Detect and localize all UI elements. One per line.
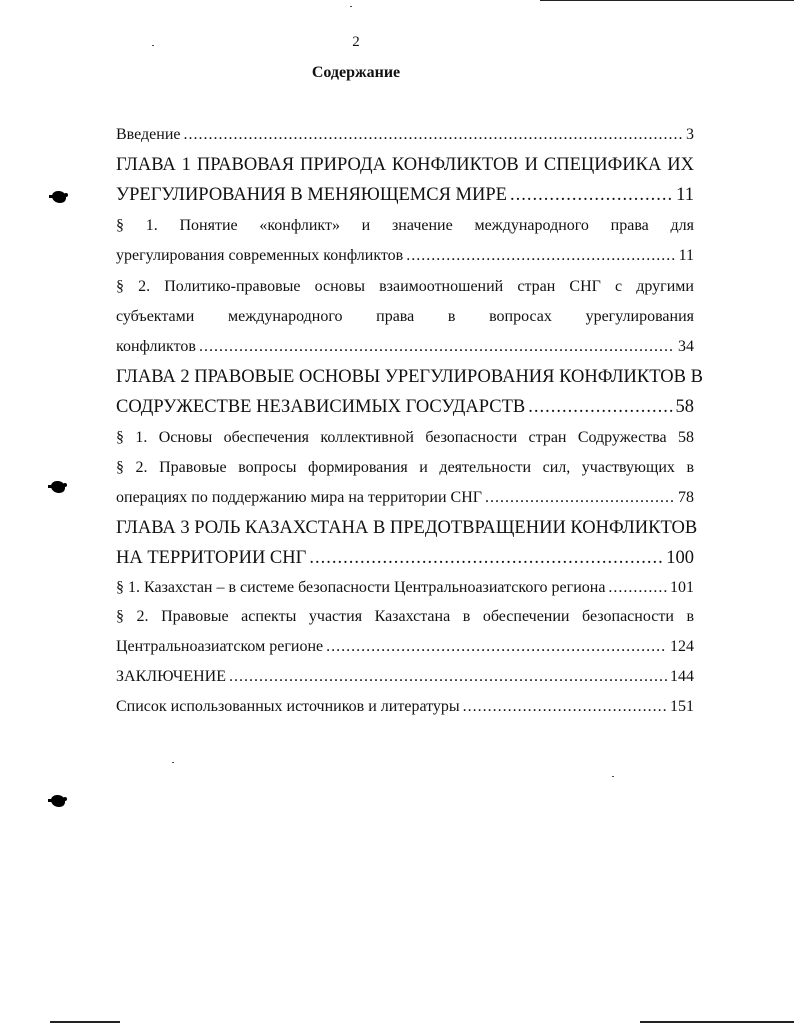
toc-entry-chapter-2-end[interactable]: СОДРУЖЕСТВЕ НЕЗАВИСИМЫХ ГОСУДАРСТВ ..... 58 xyxy=(116,396,694,418)
scan-edge-top-rule xyxy=(540,0,794,1)
toc-page-number: 3 xyxy=(686,126,694,143)
hole-punch-mark xyxy=(51,481,65,493)
toc-entry-section-1-2[interactable]: § 2. Политико-правовые основы взаимоотношений стран СНГ с другими xyxy=(116,278,694,295)
toc-entry-section-3-2[interactable]: § 2. Правовые аспекты участия Казахстана в обеспечении безопасности в xyxy=(116,608,694,625)
toc-entry-introduction[interactable]: Введение ..... 3 xyxy=(116,124,694,146)
toc-entry-chapter-3-end[interactable]: НА ТЕРРИТОРИИ СНГ ..... 100 xyxy=(116,547,694,569)
toc-page-number: 144 xyxy=(670,668,694,685)
toc-entry-chapter-1-end[interactable]: УРЕГУЛИРОВАНИЯ В МЕНЯЮЩЕМСЯ МИРЕ ..... 11 xyxy=(116,184,694,206)
toc-entry-chapter-3[interactable]: ГЛАВА 3 РОЛЬ КАЗАХСТАНА В ПРЕДОТВРАЩЕНИИ КОНФЛИКТОВ xyxy=(116,518,698,538)
scan-speck xyxy=(172,762,174,763)
toc-entry-section-1-2-end[interactable]: конфликтов ..... 34 xyxy=(116,336,694,358)
hole-punch-mark xyxy=(52,191,66,203)
toc-page-number: 11 xyxy=(676,185,694,205)
toc-entry-section-1-1-end[interactable]: урегулирования современных конфликтов ..... 11 xyxy=(116,245,694,267)
scan-edge-bottom-rule-right xyxy=(640,1021,794,1023)
toc-page-number: 101 xyxy=(670,579,694,596)
toc-entry-section-2-1[interactable]: § 1. Основы обеспечения коллективной безопасности стран Содружества 58 xyxy=(116,429,694,446)
scan-speck xyxy=(350,6,352,7)
hole-punch-mark xyxy=(51,795,65,807)
toc-page-number: 58 xyxy=(675,397,694,417)
toc-page-number: 151 xyxy=(670,698,694,715)
scan-speck xyxy=(612,776,614,777)
toc-entry-section-1-2-cont[interactable]: субъектами международного права в вопросах урегулирования xyxy=(116,308,694,325)
toc-entry-chapter-1[interactable]: ГЛАВА 1 ПРАВОВАЯ ПРИРОДА КОНФЛИКТОВ И СПЕЦИФИКА ИХ xyxy=(116,155,694,175)
page-title: Содержание xyxy=(311,64,401,81)
toc-entry-section-3-1[interactable]: § 1. Казахстан – в системе безопасности Центральноазиатского региона ..... 101 xyxy=(116,577,694,599)
toc-page-number: 11 xyxy=(678,247,694,264)
scan-edge-bottom-rule-left xyxy=(50,1021,120,1023)
page-number: 2 xyxy=(352,34,360,50)
toc-page-number: 100 xyxy=(666,548,694,568)
toc-entry-section-3-2-end[interactable]: Центральноазиатском регионе ..... 124 xyxy=(116,636,694,658)
toc-entry-references[interactable]: Список использованных источников и литературы ..... 151 xyxy=(116,696,694,718)
toc-entry-section-1-1[interactable]: § 1. Понятие «конфликт» и значение международного права для xyxy=(116,217,694,234)
toc-entry-chapter-2[interactable]: ГЛАВА 2 ПРАВОВЫЕ ОСНОВЫ УРЕГУЛИРОВАНИЯ КОНФЛИКТОВ В xyxy=(116,367,703,387)
toc-entry-section-2-2[interactable]: § 2. Правовые вопросы формирования и деятельности сил, участвующих в xyxy=(116,459,694,476)
toc-page-number: 78 xyxy=(678,489,694,506)
toc-page-number: 124 xyxy=(670,638,694,655)
toc-page-number: 34 xyxy=(678,338,694,355)
toc-entry-section-2-2-end[interactable]: операциях по поддержанию мира на территории СНГ ..... 78 xyxy=(116,487,694,509)
toc-entry-conclusion[interactable]: ЗАКЛЮЧЕНИЕ ..... 144 xyxy=(116,666,694,688)
